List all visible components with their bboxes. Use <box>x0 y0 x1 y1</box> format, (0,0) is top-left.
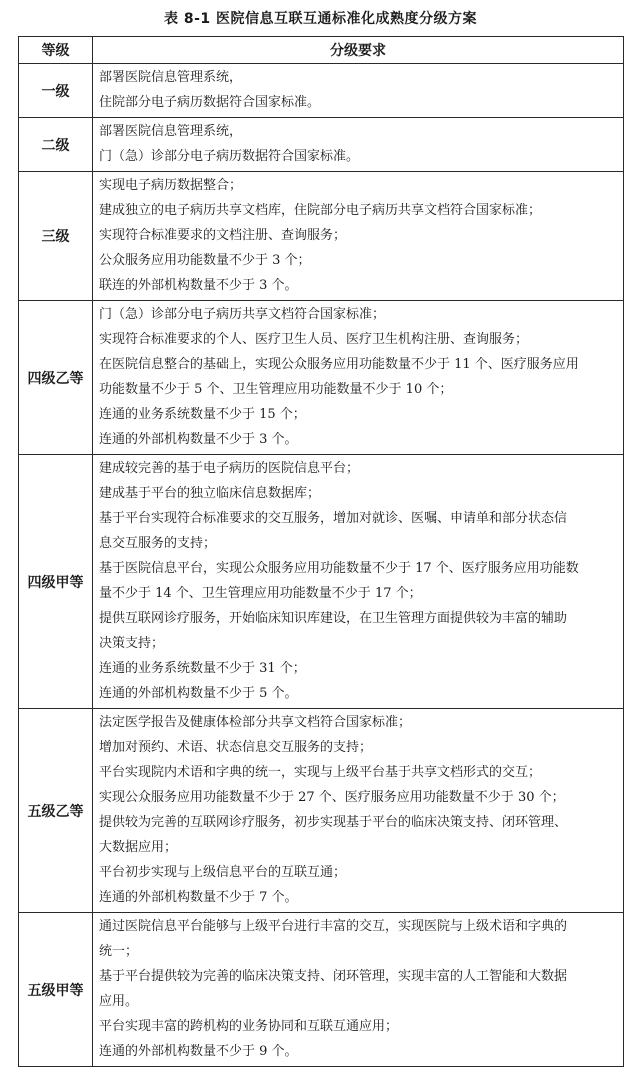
requirement-line: 连通的业务系统数量不少于 31 个； <box>99 661 306 676</box>
requirement-line: 建成基于平台的独立临床信息数据库； <box>99 486 321 501</box>
level-cell: 五级乙等 <box>19 709 93 913</box>
table-row <box>19 64 624 118</box>
requirement-line: 实现符合标准要求的个人、医疗卫生人员、医疗卫生机构注册、查询服务； <box>99 332 529 347</box>
level-cell: 五级甲等 <box>19 913 93 1067</box>
requirement-line: 连通的外部机构数量不少于 9 个。 <box>99 1044 298 1059</box>
requirement-line: 实现电子病历数据整合； <box>99 178 243 193</box>
requirement-line: 平台初步实现与上级信息平台的互联互通； <box>99 865 347 880</box>
requirement-line: 住院部分电子病历数据符合国家标准。 <box>99 95 321 110</box>
table-row <box>19 913 624 1067</box>
requirement-line: 连通的外部机构数量不少于 7 个。 <box>99 890 298 905</box>
requirement-line: 连通的外部机构数量不少于 3 个。 <box>99 432 298 447</box>
requirements-cell <box>93 172 624 301</box>
requirement-line: 大数据应用； <box>99 840 178 855</box>
requirement-line: 实现公众服务应用功能数量不少于 27 个、医疗服务应用功能数量不少于 30 个； <box>99 790 565 805</box>
level-cell: 三级 <box>19 172 93 301</box>
table-row <box>19 172 624 301</box>
requirements-cell <box>93 64 624 118</box>
requirement-line: 公众服务应用功能数量不少于 3 个； <box>99 253 311 268</box>
requirement-line: 基于平台提供较为完善的临床决策支持、闭环管理，实现丰富的人工智能和大数据 <box>99 969 568 984</box>
requirement-line: 联连的外部机构数量不少于 3 个。 <box>99 278 298 293</box>
requirements-cell <box>93 301 624 455</box>
header-requirements: 分级要求 <box>93 37 624 64</box>
requirement-line: 提供较为完善的互联网诊疗服务，初步实现基于平台的临床决策支持、闭环管理、 <box>99 815 568 830</box>
table-body <box>19 64 624 1067</box>
requirement-line: 量不少于 14 个、卫生管理应用功能数量不少于 17 个； <box>99 586 422 601</box>
table-header-row <box>19 37 624 64</box>
level-cell: 四级乙等 <box>19 301 93 455</box>
requirement-line: 建成较完善的基于电子病历的医院信息平台； <box>99 461 360 476</box>
requirement-line: 在医院信息整合的基础上，实现公众服务应用功能数量不少于 11 个、医疗服务应用 <box>99 357 579 372</box>
requirement-line: 平台实现丰富的跨机构的业务协同和互联互通应用； <box>99 1019 399 1034</box>
requirement-line: 门（急）诊部分电子病历共享文档符合国家标准； <box>99 307 386 322</box>
level-cell: 二级 <box>19 118 93 172</box>
requirement-line: 部署医院信息管理系统， <box>99 124 243 139</box>
requirement-line: 法定医学报告及健康体检部分共享文档符合国家标准； <box>99 715 412 730</box>
requirements-cell <box>93 118 624 172</box>
requirement-line: 部署医院信息管理系统， <box>99 70 243 85</box>
requirement-line: 连通的业务系统数量不少于 15 个； <box>99 407 306 422</box>
requirement-line: 实现符合标准要求的文档注册、查询服务； <box>99 228 347 243</box>
requirement-line: 连通的外部机构数量不少于 5 个。 <box>99 686 298 701</box>
requirement-line: 息交互服务的支持； <box>99 536 217 551</box>
requirements-cell <box>93 455 624 709</box>
requirements-cell <box>93 913 624 1067</box>
requirements-cell <box>93 709 624 913</box>
requirement-line: 增加对预约、术语、状态信息交互服务的支持； <box>99 740 373 755</box>
requirement-line: 通过医院信息平台能够与上级平台进行丰富的交互，实现医院与上级术语和字典的 <box>99 919 568 934</box>
maturity-level-table <box>18 36 624 1067</box>
requirement-line: 决策支持； <box>99 636 165 651</box>
requirement-line: 平台实现院内术语和字典的统一，实现与上级平台基于共享文档形式的交互； <box>99 765 542 780</box>
table-row <box>19 709 624 913</box>
requirement-line: 提供互联网诊疗服务，开始临床知识库建设，在卫生管理方面提供较为丰富的辅助 <box>99 611 568 626</box>
table-row <box>19 301 624 455</box>
level-cell: 四级甲等 <box>19 455 93 709</box>
requirement-line: 建成独立的电子病历共享文档库，住院部分电子病历共享文档符合国家标准； <box>99 203 542 218</box>
requirement-line: 基于平台实现符合标准要求的交互服务，增加对就诊、医嘱、申请单和部分状态信 <box>99 511 568 526</box>
requirement-line: 功能数量不少于 5 个、卫生管理应用功能数量不少于 10 个； <box>99 382 453 397</box>
requirement-line: 门（急）诊部分电子病历数据符合国家标准。 <box>99 149 360 164</box>
table-row <box>19 455 624 709</box>
header-level: 等级 <box>19 37 93 64</box>
requirement-line: 统一； <box>99 944 139 959</box>
table-row <box>19 118 624 172</box>
table-caption: 表 8-1 医院信息互联互通标准化成熟度分级方案 <box>163 11 478 27</box>
requirement-line: 应用。 <box>99 994 139 1009</box>
requirement-line: 基于医院信息平台，实现公众服务应用功能数量不少于 17 个、医疗服务应用功能数 <box>99 561 579 576</box>
level-cell: 一级 <box>19 64 93 118</box>
